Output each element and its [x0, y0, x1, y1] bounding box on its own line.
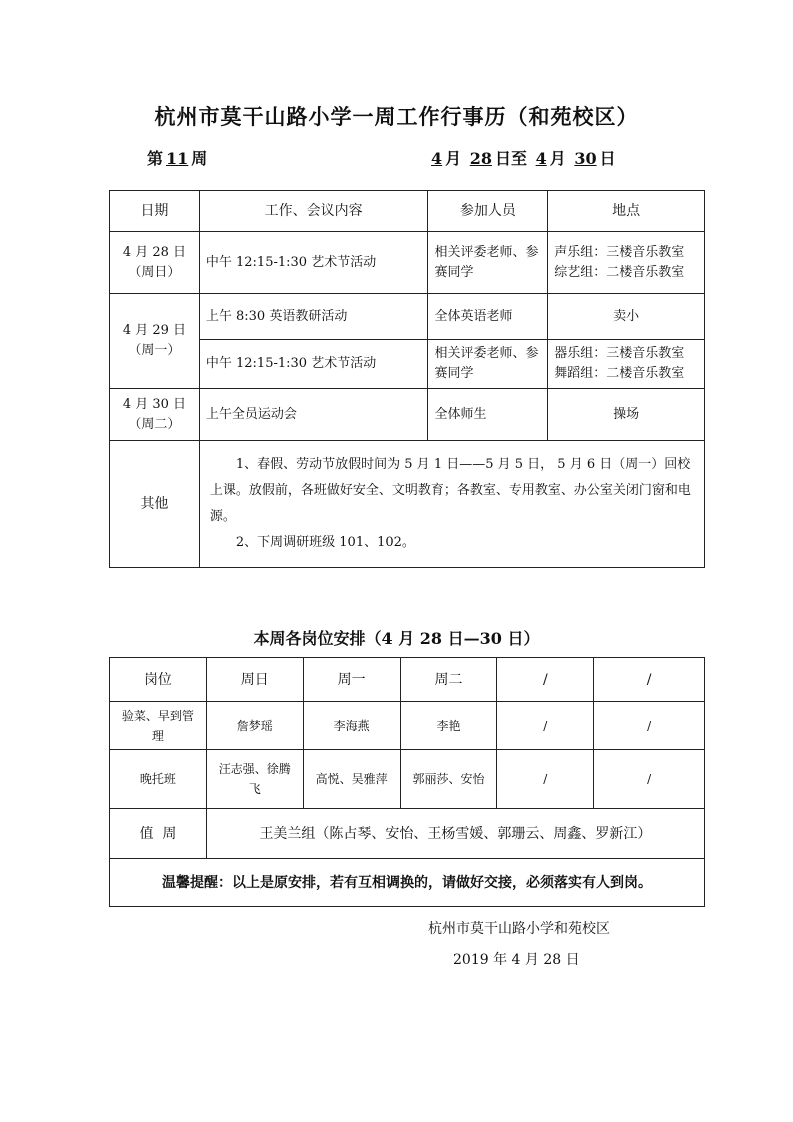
- header-date: 日期: [110, 191, 200, 232]
- table-row: [110, 441, 705, 568]
- weekday-text: （周日）: [128, 264, 181, 280]
- content-cell: 中午 12:15-1:30 艺术节活动: [199, 232, 428, 294]
- weekday-text: （周二）: [128, 416, 181, 432]
- range-day1: 28: [469, 149, 492, 168]
- table-row: [110, 750, 705, 809]
- duty-header-sun: 周日: [206, 658, 303, 702]
- duty-header-mon: 周一: [303, 658, 400, 702]
- date-text: 4 月 28 日: [122, 244, 187, 260]
- date-text: 4 月 30 日: [122, 396, 187, 412]
- weekday-text: （周一）: [128, 343, 181, 358]
- content-cell: 上午全员运动会: [199, 389, 428, 441]
- range-day2: 30: [574, 149, 597, 168]
- people-cell: 全体师生: [428, 389, 548, 441]
- duty-header-empty2: /: [594, 658, 705, 702]
- duty-header-tue: 周二: [400, 658, 497, 702]
- week-number: [147, 146, 207, 169]
- signature-org: 杭州市莫干山路小学和苑校区: [428, 921, 610, 937]
- table-row: [110, 389, 705, 441]
- duty-header-row: [110, 658, 705, 702]
- range-text4: 日: [599, 149, 616, 168]
- place-cell: 操场: [548, 389, 705, 441]
- table-row: [110, 340, 705, 389]
- duty-cell: /: [594, 702, 705, 750]
- duty-cell: 汪志强、徐腾飞: [206, 750, 303, 809]
- range-text2: 日至: [495, 149, 528, 168]
- people-cell: 相关评委老师、参赛同学: [428, 232, 548, 294]
- people-cell: 全体英语老师: [428, 294, 548, 340]
- people-cell: 相关评委老师、参赛同学: [428, 340, 548, 389]
- duty-post: 晚托班: [110, 750, 207, 809]
- range-text1: 月: [445, 149, 462, 168]
- table-row: [110, 702, 705, 750]
- reminder-text: 温馨提醒：以上是原安排，若有互相调换的，请做好交接，必须落实有人到岗。: [110, 859, 705, 907]
- header-content: 工作、会议内容: [199, 191, 428, 232]
- range-month2: 4: [535, 149, 547, 168]
- week-num: 11: [166, 149, 189, 168]
- other-note-2: 2、下周调研班级 101、102。: [235, 535, 415, 550]
- content-cell: 中午 12:15-1:30 艺术节活动: [199, 340, 428, 389]
- place-cell: 卖小: [548, 294, 705, 340]
- date-cell: [110, 389, 200, 441]
- duty-table: [109, 657, 705, 907]
- other-notes: [199, 441, 704, 568]
- duty-cell: /: [497, 750, 594, 809]
- date-text: 4 月 29 日: [122, 323, 187, 338]
- table-row: [110, 809, 705, 859]
- duty-cell: 李艳: [400, 702, 497, 750]
- table-row: [110, 232, 705, 294]
- content-cell: 上午 8:30 英语教研活动: [199, 294, 428, 340]
- place-cell: 声乐组：三楼音乐教室 综艺组：二楼音乐教室: [548, 232, 705, 294]
- duty-cell: 李海燕: [303, 702, 400, 750]
- duty-header-post: 岗位: [110, 658, 207, 702]
- duty-cell: /: [594, 750, 705, 809]
- table-row: [110, 859, 705, 907]
- weekly-duty-value: 王美兰组（陈占琴、安怡、王杨雪媛、郭珊云、周鑫、罗新江）: [206, 809, 704, 859]
- signature-date: 2019 年 4 月 28 日: [453, 952, 580, 968]
- duty-post: 验菜、早到管理: [110, 702, 207, 750]
- date-cell: [110, 232, 200, 294]
- page-title: 杭州市莫干山路小学一周工作行事历（和苑校区）: [154, 104, 639, 129]
- duty-header-empty1: /: [497, 658, 594, 702]
- duty-cell: 郭丽莎、安怡: [400, 750, 497, 809]
- other-label: 其他: [110, 441, 200, 568]
- week-prefix: 第: [147, 149, 164, 168]
- header-place: 地点: [548, 191, 705, 232]
- range-month1: 4: [431, 149, 443, 168]
- date-range: [428, 146, 616, 169]
- date-cell: [110, 294, 200, 389]
- range-text3: 月: [549, 149, 566, 168]
- week-suffix: 周: [191, 149, 208, 168]
- duty-cell: /: [497, 702, 594, 750]
- duty-title: 本周各岗位安排（4 月 28 日—30 日）: [253, 629, 540, 648]
- place-cell: 器乐组：三楼音乐教室 舞蹈组：二楼音乐教室: [548, 340, 705, 389]
- duty-cell: 高悦、吴雅萍: [303, 750, 400, 809]
- header-people: 参加人员: [428, 191, 548, 232]
- schedule-table: [109, 190, 705, 568]
- other-note-1: 1、春假、劳动节放假时间为 5 月 1 日——5 月 5 日， 5 月 6 日（周一）回校上课。放假前，各班做好安全、文明教育；各教室、专用教室、办公室关闭门窗和电源。: [209, 457, 691, 524]
- table-row: [110, 294, 705, 340]
- duty-cell: 詹梦瑶: [206, 702, 303, 750]
- weekly-duty-label: 值 周: [110, 809, 207, 859]
